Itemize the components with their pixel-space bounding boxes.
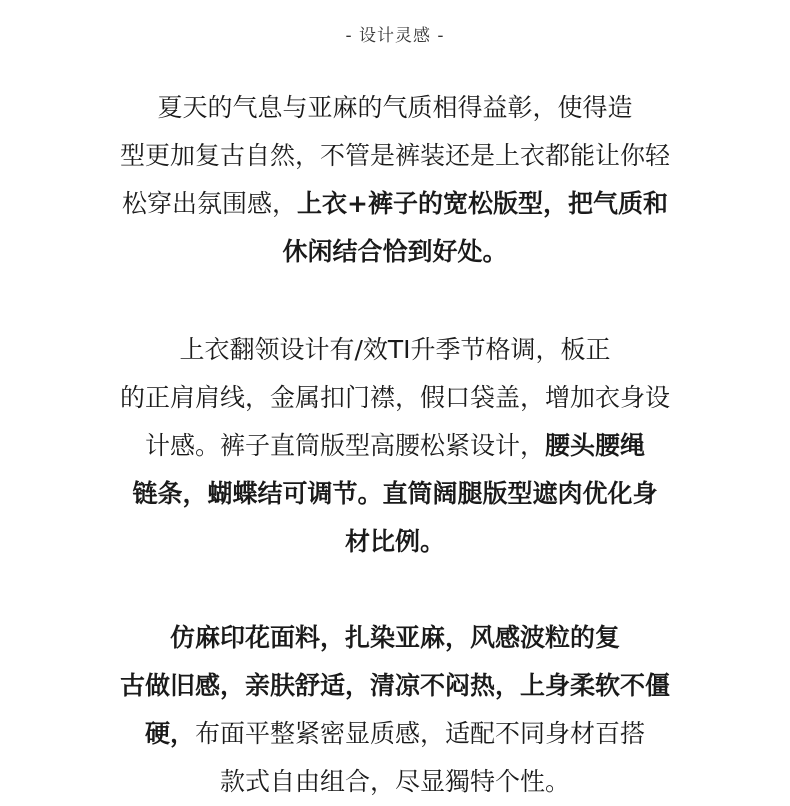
text-line — [0, 84, 790, 132]
text-run-bold: 古做旧感，亲肤舒适，清凉不闷热，上身柔软不僵 — [119, 671, 670, 700]
text-line — [0, 180, 790, 228]
paragraph-style-intro — [0, 84, 790, 276]
text-run: 款式自由组合，尽显獨特个性。 — [219, 767, 570, 796]
text-line — [0, 374, 790, 422]
text-line — [0, 470, 790, 518]
text-line — [0, 662, 790, 710]
text-run-bold: 仿麻印花面料，扎染亚麻，风感波粒的复 — [169, 623, 620, 652]
text-line — [0, 518, 790, 566]
text-line — [0, 228, 790, 276]
text-line — [0, 326, 790, 374]
text-run: 夏天的气息与亚麻的气质相得益彰，使得造 — [157, 93, 633, 122]
text-line — [0, 758, 790, 806]
text-run: 型更加复古自然，不管是裤装还是上衣都能让你轻 — [119, 141, 670, 170]
text-run-bold: 上衣+裤子的宽松版型，把气质和 — [297, 189, 668, 218]
text-run: 的正肩肩线，金属扣门襟，假口袋盖，增加衣身设 — [119, 383, 670, 412]
text-run: 布面平整紧密显质感，适配不同身材百搭 — [195, 719, 646, 748]
paragraph-fabric — [0, 614, 790, 806]
paragraph-design-details — [0, 326, 790, 566]
text-line — [0, 710, 790, 758]
text-run-bold: 链条，蝴蝶结可调节。直筒阔腿版型遮肉优化身 — [132, 479, 658, 508]
text-line — [0, 132, 790, 180]
text-run: 计感。裤子直筒版型高腰松紧设计， — [144, 431, 545, 460]
section-title: - 设计灵感 - — [345, 26, 445, 46]
text-run-bold: 硬， — [144, 719, 195, 748]
text-run-bold: 腰头腰绳 — [545, 431, 646, 460]
text-run-bold: 休闲结合恰到好处。 — [282, 237, 508, 266]
text-line — [0, 614, 790, 662]
text-line — [0, 422, 790, 470]
text-run: 松穿出氛围感， — [122, 189, 298, 218]
text-run: 上衣翻领设计有/效TI升季节格调，板正 — [179, 335, 611, 364]
text-run-bold: 材比例。 — [344, 527, 445, 556]
